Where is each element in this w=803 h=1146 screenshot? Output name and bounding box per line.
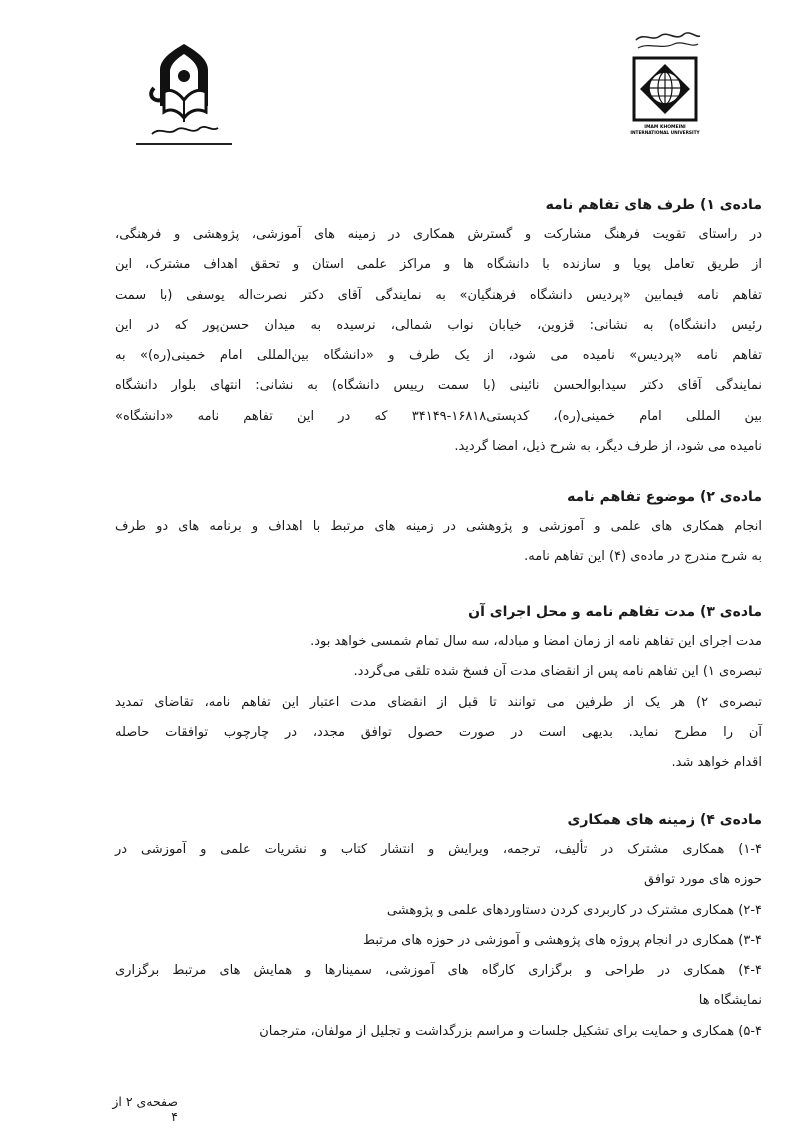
logo-underline-divider: [136, 143, 232, 145]
section-heading: ماده‌ی ۱) طرف های تفاهم نامه: [545, 197, 762, 213]
text-line: بین المللی امام خمینی(ره)، کدپستی۱۶۸۱۸-۳۴۱۴۹ که در این تفاهم نامه «دانشگاه»: [115, 408, 762, 424]
text-line: ۵-۴) همکاری و حمایت برای تشکیل جلسات و مراسم بزرگداشت و تجلیل از مولفان، مترجمان: [259, 1023, 762, 1039]
text-line: انجام همکاری های علمی و آموزشی و پژوهشی در زمینه های مرتبط با اهداف و برنامه های دو طرف: [115, 519, 762, 534]
text-line: نمایندگی آقای دکتر سیدابوالحسن نائینی (با سمت رییس دانشگاه) به نشانی: انتهای بلوار دانشگاه: [115, 378, 762, 394]
farhangian-university-logo: [140, 42, 228, 142]
text-line: تبصره‌ی ۱) این تفاهم نامه پس از انقضای مدت آن فسخ شده تلقی می‌گردد.: [353, 664, 762, 680]
section-3: [115, 597, 762, 778]
text-line: اقدام خواهد شد.: [671, 755, 762, 771]
section-2: [115, 482, 762, 573]
section-4: [115, 805, 762, 1047]
section-heading: ماده‌ی ۴) زمینه های همکاری: [567, 812, 762, 828]
text-line: ۲-۴) همکاری مشترک در کاربردی کردن دستاوردهای علمی و پژوهشی: [386, 902, 762, 918]
text-line: حوزه های مورد توافق: [644, 872, 762, 888]
section-1: [115, 190, 762, 462]
text-line: ۴-۴) همکاری در طراحی و برگزاری کارگاه های آموزشی، سمینارها و همایش های مرتبط برگزاری: [115, 963, 762, 979]
logo-latin-text-1: IMAM KHOMEINI: [644, 125, 686, 130]
page-number: صفحه‌ی ۲ از ۴: [112, 1094, 178, 1124]
imam-khomeini-university-logo: [622, 28, 708, 138]
text-line: تفاهم نامه فیمابین «پردیس دانشگاه فرهنگیان» به نمایندگی آقای دکتر نصرت‌اله یوسفی (با سمت: [115, 287, 762, 303]
text-line: تفاهم نامه «پردیس» نامیده می شود، از یک طرف و «دانشگاه بین‌المللی امام خمینی(ره)» به: [115, 348, 762, 364]
text-line: از طریق تعامل پویا و سازنده با دانشگاه ها و مراکز علمی استان و تحقق اهداف مشترک، این: [115, 257, 762, 273]
section-heading: ماده‌ی ۳) مدت تفاهم نامه و محل اجرای آن: [468, 604, 762, 620]
text-line: آن را مطرح نماید. بدیهی است در صورت حصول توافق مجدد، در چارچوب توافقات حاصله: [115, 724, 762, 740]
text-line: ۳-۴) همکاری در انجام پروژه های پژوهشی و آموزشی در حوزه های مرتبط: [363, 932, 762, 948]
text-line: در راستای تقویت فرهنگ مشارکت و گسترش همکاری در زمینه های آموزشی، پژوهشی و فرهنگی،: [115, 227, 762, 242]
text-line: مدت اجرای این تفاهم نامه از زمان امضا و مبادله، سه سال تمام شمسی خواهد بود.: [310, 634, 762, 649]
logo-latin-text-2: INTERNATIONAL UNIVERSITY: [630, 131, 700, 136]
section-heading: ماده‌ی ۲) موضوع تفاهم نامه: [567, 489, 762, 505]
text-line: ۱-۴) همکاری مشترک در تألیف، ترجمه، ویرایش و انتشار کتاب و نشریات علمی و آموزشی در: [115, 842, 762, 857]
text-line: نامیده می شود، از طرف دیگر، به شرح ذیل، امضا گردید.: [454, 439, 762, 455]
text-line: رئیس دانشگاه) به نشانی: قزوین، خیابان نواب شمالی، نرسیده به میدان حسن‌پور که در این: [115, 317, 762, 333]
text-line: به شرح مندرج در ماده‌ی (۴) این تفاهم نامه.: [524, 549, 762, 565]
text-line: نمایشگاه ها: [698, 993, 762, 1009]
text-line: تبصره‌ی ۲) هر یک از طرفین می توانند تا قبل از انقضای مدت اعتبار این تفاهم نامه، تقاضای تمدید: [115, 694, 762, 710]
